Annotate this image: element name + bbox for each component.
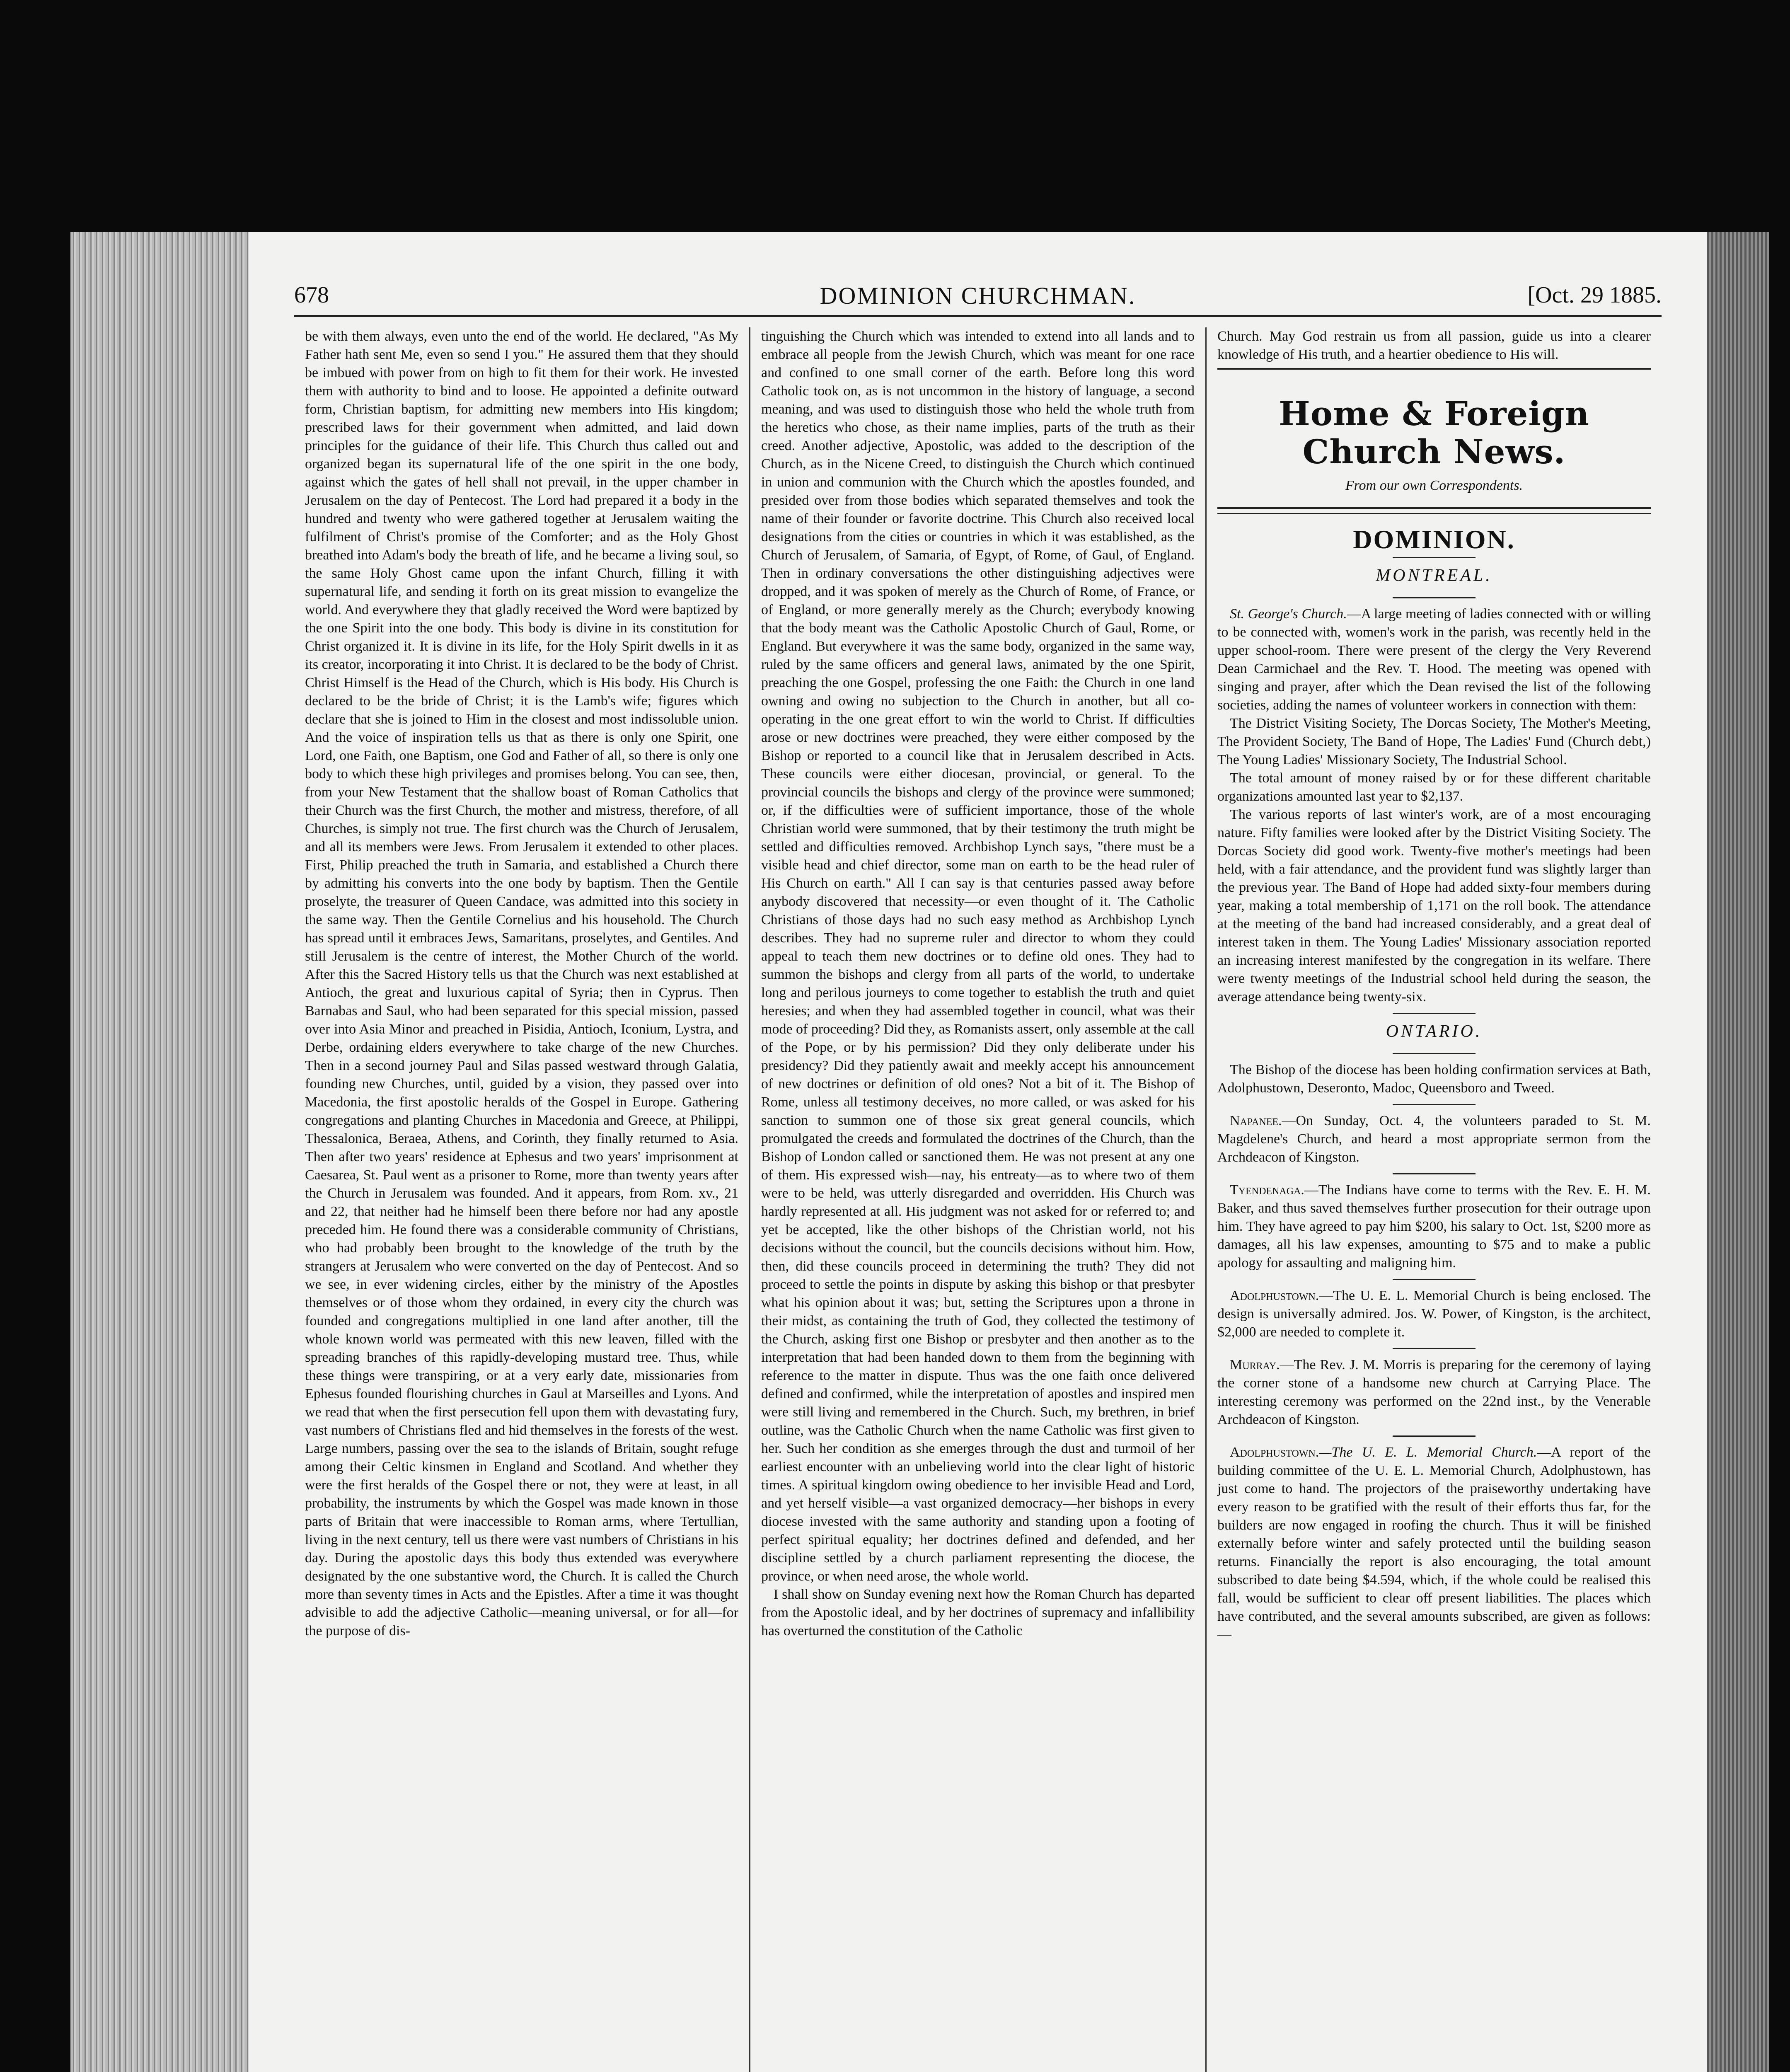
short-divider [1393, 1053, 1476, 1054]
article-columns [294, 327, 1662, 2072]
short-divider [1393, 1173, 1476, 1174]
page-header [294, 278, 1662, 317]
news-item-adolphustown-report: Adolphustown.—The U. E. L. Memorial Church.—A report of the building committee of the U. E. L. Memorial Church, Adolphustown, has just come to hand. The projectors of the praiseworthy undertaking have every reason to be gratified with the result of their efforts thus far, for the builders are now engaged in roofing the church. Thus it will be finished externally before winter and safely protected until the building season returns. Financially the report is also encouraging, the total amount subscribed to date being $4.594, which, if the whole could be realised this fall, would be sufficient to clear off present liabilities. The places which have contributed, and the several amounts subscribed, are given as follows:— [1217, 1445, 1651, 1642]
page-number: 678 [294, 282, 329, 308]
societies-list: The District Visiting Society, The Dorcas Society, The Mother's Meeting, The Provident Society, The Band of Hope, The Ladies' Fund (Church debt,) The Young Ladies' Missionary Society, The Industrial School. [1217, 716, 1651, 767]
column-1 [294, 327, 749, 2072]
issue-date: [Oct. 29 1885. [1527, 282, 1662, 308]
newspaper-page [249, 232, 1707, 2072]
divider [1217, 507, 1651, 509]
subheading-montreal: MONTREAL. [1376, 566, 1492, 585]
news-item-bishop: The Bishop of the diocese has been holding confirmation services at Bath, Adolphustown, Deseronto, Madoc, Queensboro and Tweed. [1217, 1062, 1651, 1096]
short-divider [1393, 557, 1476, 558]
short-divider [1393, 1104, 1476, 1105]
sermon-text-2: tinguishing the Church which was intended to extend into all lands and to embrace all people from the Jewish Church, which was meant for one race and confined to one small corner of the earth. Before long this word Catholic took on, as is not uncommon in the history of language, a second meaning, and was used to distinguish those who held the whole truth from the heretics who chose, as their name implies, parts of the truth as their creed. Another adjective, Apostolic, was added to the description of the Church, as in the Nicene Creed, to distinguish the Church which continued in union and communion with the Church which the apostles founded, and presided over from those bodies which separated themselves and took the name of their founder or favorite doctrine. This Church also received local designations from the cities or countries in which it was established, as the Church of Jerusalem, of Samaria, of Egypt, of Rome, of Gaul, of England. Then in ordinary conversations the other distinguishing adjectives were dropped, and it was spoken of merely as the Church of Rome, of France, or of England, or more generally merely as the Church; everybody knowing that the body meant was the Catholic Apostolic Church of Gaul, Rome, or England. But everywhere it was the same body, organized in the same way, ruled by the same officers and general laws, animated by the one Spirit, preaching the one Gospel, professing the one Faith: the Church in one land owning and owing no subjection to the Church in another, but all co-operating in the one great effort to win the world to Christ. If difficulties arose or new doctrines were preached, they were either composed by the Bishop or reported to a council like that in Jerusalem described in Acts. These councils were either diocesan, provincial, or general. To the provincial councils the bishops and clergy of the province were summoned; or, if the difficulties were of sufficient importance, those of the whole Christian world were summoned, that by their testimony the truth might be settled and difficulties removed. Archbishop Lynch says, "there must be a visible head and chief director, some man on earth to be the head ruler of His Church on earth." All I can say is that centuries passed away before anybody discovered that necessity—or even thought of it. The Catholic Christians of those days had no such easy method as Archbishop Lynch describes. They had no supreme ruler and director to whom they could appeal to teach them new doctrines or to define old ones. They had to summon the bishops and clergy from all parts of the world, to undertake long and perilous journeys to come together to establish the truth and quiet heresies; and when they had assembled together in council, what was their mode of proceeding? Did they, as Romanists assert, only assemble at the call of the Pope, or by his permission? Did they only deliberate under his presidency? Did they patiently await and meekly accept his announcement of new doctrines or definition of old ones? Not a bit of it. The Bishop of Rome, unless all testimony deceives, no more called, or was asked for his sanction to summon one of those six great general councils, which promulgated the creeds and formulated the doctrines of the Church, than the Bishop of London called or sanctioned them. He was not present at any one of them. His expressed wish—nay, his entreaty—as to where two of them were to be held, was utterly disregarded and overridden. His Church was hardly represented at all. His judgment was not asked for or referred to; and yet be accepted, like the other bishops of the Christian world, not his decisions without the council, but the councils decisions without him. How, then, did these councils proceed in determining the truth? They did not proceed to settle the points in dispute by asking this bishop or that presbyter what his opinion about it was; but, setting the Scriptures upon a throne in their midst, as containing the truth of God, they collected the testimony of the Church, asking first one Bishop or presbyter and then another as to the interpretation that had been handed down to them from the beginning with reference to the matter in dispute. Thus was the one faith once delivered defined and confirmed, while the interpretation of apostles and inspired men were still living and remembered in the Church. Such, my brethren, in brief outline, was the Catholic Church when the name Catholic was first given to her. Such her condition as she emerges through the dust and turmoil of her earliest encounter with an unbelieving world into the clear light of historic times. A spiritual kingdom owing obedience to her invisible Head and Lord, and yet herself visible—a vast organized democracy—her bishops in every diocese invested with the same authority and standing upon a footing of perfect spiritual equality; her doctrines defined and defended, and her discipline settled by a church parliament representing the diocese, the province, or when need arose, the whole world. [761, 329, 1195, 1584]
short-divider [1393, 1348, 1476, 1349]
news-item-napanee: Napanee.—On Sunday, Oct. 4, the volunteers paraded to St. M. Magdelene's Church, and heard a most appropriate sermon from the Archdeacon of Kingston. [1217, 1113, 1651, 1165]
section-masthead: Home & Foreign Church News. [1279, 394, 1589, 471]
column-2 [749, 327, 1205, 2072]
news-item-tyendenaga: Tyendenaga.—The Indians have come to terms with the Rev. E. H. M. Baker, and thus saved themselves further prosecution for their outrage upon him. They have agreed to pay him $200, his salary to Oct. 1st, $200 more as damages, all his law expenses, amounting to $75 and to make a public apology for assaulting and maligning him. [1217, 1182, 1651, 1271]
book-right-edge [1707, 232, 1769, 2072]
short-divider [1393, 1435, 1476, 1437]
column-3 [1205, 327, 1662, 2072]
publication-title: DOMINION CHURCHMAN. [820, 282, 1136, 309]
sermon-text-1: be with them always, even unto the end of the world. He declared, "As My Father hath sent Me, even so send I you." He assured them that they should be imbued with power from on high to fit them for their work. He invested them with authority to bind and to loose. He appointed a definite outward form, Christian baptism, for admitting new members into His kingdom; prescribed laws for their government when admitted, and laid down principles for the guidance of their life. This Church thus called out and organized began its supernatural life of the one spirit in the one body, against which the gates of hell shall not prevail, in the upper chamber in Jerusalem on the day of Pentecost. The Lord had prepared it a body in the hundred and twenty who were gathered together at Jerusalem waiting the fulfilment of Christ's promise of the Comforter; and as the Holy Ghost breathed into Adam's body the breath of life, and he became a living soul, so the same Holy Ghost came upon the infant Church, filling it with supernatural life, and sending it forth on its great mission to evangelize the world. And everywhere they that gladly received the Word were baptized by the one Spirit into the one body. This body is divine in its constitution for Christ organized it. It is divine in its life, for the Holy Spirit dwells in it as its creator, incorporating it into Christ. It is declared to be the body of Christ. Christ Himself is the Head of the Church, which is His body. His Church is declared to be the bride of Christ; it is the Lamb's wife; figures which declare that she is joined to Him in the closest and most indissoluble union. And the voice of inspiration tells us that as there is only one Spirit, one Lord, one Faith, one Baptism, one God and Father of all, so there is only one body to which these high privileges and promises belong. You can see, then, from your New Testament that the shallow boast of Roman Catholics that their Church was the first Church, the mother and mistress, therefore, of all Churches, is simply not true. The first church was the Church of Jerusalem, and all its members were Jews. From Jerusalem it extended to other places. First, Philip preached the truth in Samaria, and established a Church there by admitting his converts into the one body by baptism. Then the Gentile proselyte, the treasurer of Queen Candace, was admitted into this society in the same way. Then the Gentile Cornelius and his household. The Church has spread until it embraces Jews, Samaritans, proselytes, and Gentiles. And still Jerusalem is the centre of interest, the Mother Church of the world. After this the Sacred History tells us that the Church was next established at Antioch, the great and luxurious capital of Syria; then in Cyprus. Then Barnabas and Saul, who had been separated for this special mission, passed over into Asia Minor and preached in Pisidia, Antioch, Iconium, Lystra, and Derbe, ordaining elders everywhere to take charge of the new Churches. Then in a second journey Paul and Silas passed westward through Galatia, founding new Churches, until, guided by a vision, they passed over into Macedonia, the first apostolic heralds of the Gospel in Europe. Gathering congregations and planting Churches in Macedonia and Greece, at Philippi, Thessalonica, Beraea, Athens, and Corinth, they finally returned to Asia. Then after two years' residence at Ephesus and two years' imprisonment at Caesarea, St. Paul went as a prisoner to Rome, more than twenty years after the Church in Jerusalem was founded. And it appears, from Rom. xv., 21 and 22, that neither had he himself been there before nor had any apostle preceded him. He found there was a considerable community of Christians, who had probably been brought to the knowledge of the truth by the strangers at Jerusalem who were converted on the day of Pentecost. And so we see, in ever widening circles, either by the ministry of the Apostles themselves or of those whom they ordained, in every city the church was founded and congregations multiplied in one land after another, till the whole known world was permeated with this new leaven, filled with the spreading branches of this rapidly-developing mustard tree. Thus, while these things were transpiring, or at a very early date, missionaries from Ephesus founded flourishing churches in Gaul at Marseilles and Lyons. And we read that when the first persecution fell upon them with devastating fury, vast numbers of Christians fled and hid themselves in the forests of the west. Large numbers, passing over the sea to the islands of Britain, sought refuge among their Celtic kinsmen in England and Scotland. And whether they were the first heralds of the Gospel there or not, they were at least, in all probability, the instruments by which the Gospel was made known in those parts of Britain that were inaccessible to Roman arms, where Tertullian, living in the next century, tell us there were vast numbers of Christians in his day. During the apostolic days this body thus extended was everywhere designated by the one substantive word, the Church. It is called the Church more than seventy times in Acts and the Epistles. After a time it was thought advisible to add the adjective Catholic—meaning universal, or for all—for the purpose of dis- [305, 329, 738, 1639]
news-item-murray: Murray.—The Rev. J. M. Morris is preparing for the ceremony of laying the corner stone of a handsome new church at Carrying Place. The interesting ceremony was performed on the 22nd inst., by the Venerable Archdeacon of Kingston. [1217, 1357, 1651, 1427]
section-heading-dominion: DOMINION. [1353, 525, 1515, 554]
subheading-ontario: ONTARIO. [1386, 1022, 1483, 1041]
news-item-st-george: St. George's Church.—A large meeting of ladies connected with or willing to be connected with, women's work in the parish, was recently held in the upper school-room. There were present of the clergy the Very Reverend Dean Carmichael and the Rev. T. Hood. The meeting was opened with singing and prayer, after which the Dean revised the list of the following societies, adding the names of volunteer workers in connection with them: [1217, 606, 1651, 713]
divider [1217, 368, 1651, 370]
masthead-subtitle: From our own Correspondents. [1345, 478, 1523, 493]
short-divider [1393, 1013, 1476, 1014]
sermon-closing: Church. May God restrain us from all passion, guide us into a clearer knowledge of His truth, and a heartier obedience to His will. [1217, 329, 1651, 362]
reports-paragraph: The various reports of last winter's work, are of a most encouraging nature. Fifty families were looked after by the District Visiting Society. The Dorcas Society did good work. Twenty-five mother's meetings had been held, with a fair attendance, and the provident fund was slightly larger than the previous year. The Band of Hope had added sixty-four members during year, making a total membership of 1,171 on the roll book. The attendance at the meeting of the band had increased considerably, and a great deal of interest taken in them. The Young Ladies' Missionary association reported an increasing interest manifested by the congregation in its welfare. There were twenty meetings of the Industrial school held during the season, the average attendance being twenty-six. [1217, 807, 1651, 1005]
news-item-adolphustown: Adolphustown.—The U. E. L. Memorial Church is being enclosed. The design is universally admired. Jos. W. Power, of Kingston, is the architect, $2,000 are needed to complete it. [1217, 1288, 1651, 1340]
short-divider [1393, 597, 1476, 598]
short-divider [1393, 1279, 1476, 1280]
divider [1217, 513, 1651, 514]
sermon-text-3: I shall show on Sunday evening next how the Roman Church has departed from the Apostolic ideal, and by her doctrines of supremacy and infallibility has overturned the constitution of the Catholic [761, 1587, 1195, 1639]
total-raised: The total amount of money raised by or for these different charitable organizations amounted last year to $2,137. [1217, 770, 1651, 804]
